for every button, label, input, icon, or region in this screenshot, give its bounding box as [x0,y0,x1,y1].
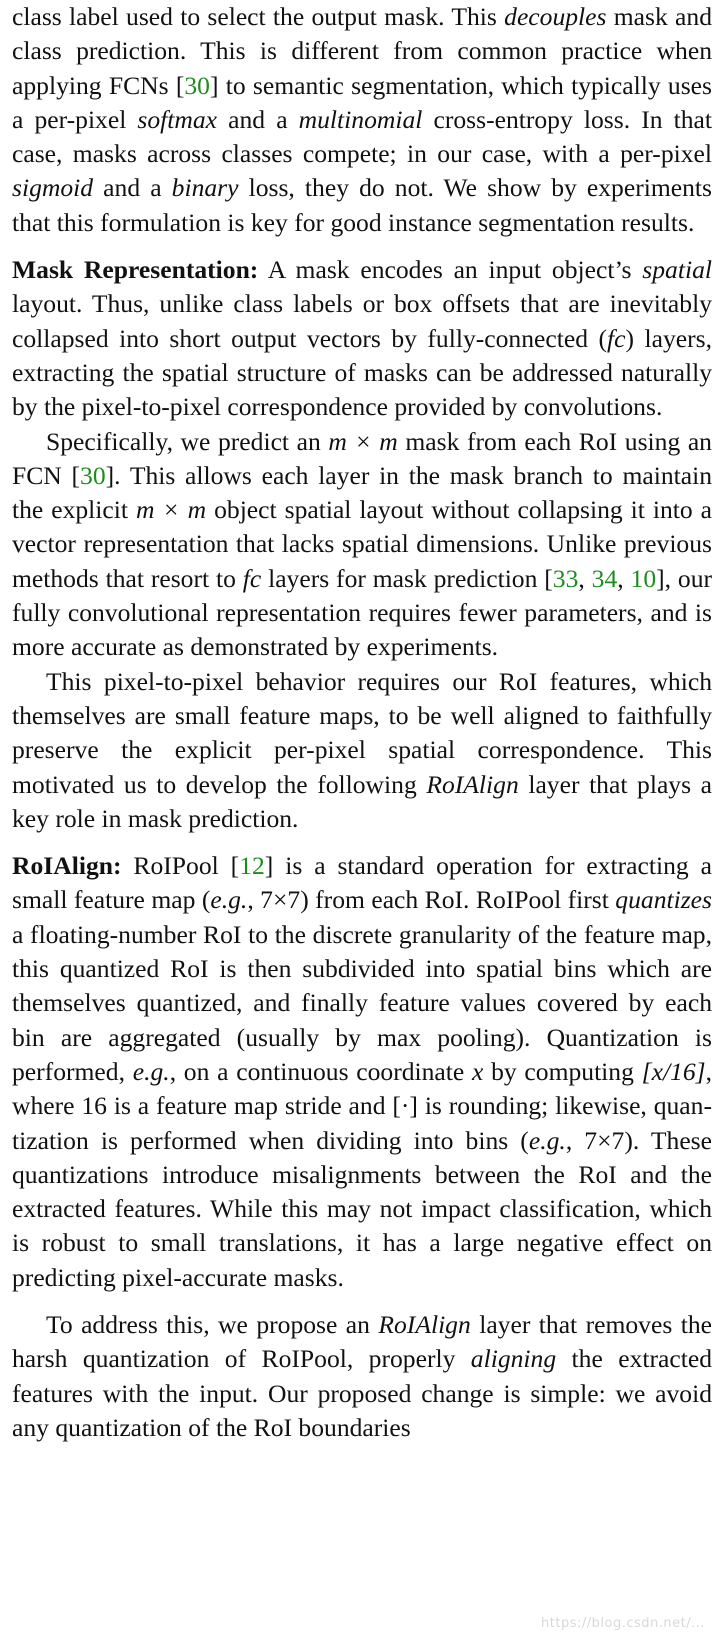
text-run: , 7×7) from each RoI. RoIPool first [247,885,616,915]
emphasis-text: fc [607,323,626,353]
text-run: A mask encodes an input object’s [258,255,643,285]
roialign-paragraph [12,849,712,1295]
math-expression: [·] [392,1091,418,1121]
emphasis-text: fc [242,563,262,593]
text-run: and a [217,104,299,134]
text-run: To address this, we propose an [46,1309,379,1339]
emphasis-text: e.g. [132,1056,170,1086]
text-run: layer that removes the harsh quantization of RoIPool, properly [12,1309,712,1374]
citation-link[interactable]: 10 [630,563,657,593]
emphasis-text: spatial [642,255,712,285]
emphasis-text: binary [171,173,239,203]
emphasis-text: e.g. [210,885,248,915]
text-run: the extracted features with the input. Our proposed change is simple: we avoid any quantization of the RoI boundaries [12,1344,713,1442]
emphasis-text: RoIAlign [426,769,519,799]
text-run: layer that plays a key role in mask prediction. [12,769,712,833]
text-run: This pixel-to-pixel behavior requires our RoI features, which themselves are small feature maps, to be well aligned to faithfully preserve the explicit per-pixel spatial correspondence. This motivated us to develop the following [12,666,712,799]
intro-paragraph [12,0,712,240]
math-expression: m × m [135,495,207,525]
text-run: RoIPool [ [121,851,240,881]
specifically-paragraph [12,425,712,665]
pixel-to-pixel-paragraph [12,665,712,836]
text-run: object spatial layout without collapsing it into a vector representation that lacks spatial dimensions. Unlike previous methods that resort to [12,495,712,593]
math-expression: m × m [328,426,398,456]
emphasis-text: RoIAlign [378,1309,471,1339]
text-run: ] is a standard operation for extracting a small feature map ( [12,851,712,915]
text-run: class label used to select the output mask. This [12,2,505,31]
citation-link[interactable]: 12 [239,851,265,881]
text-run: and a [93,173,172,203]
citation-link[interactable]: 30 [184,70,210,100]
text-run: by computing [483,1056,642,1086]
citation-link[interactable]: 34 [591,563,618,593]
mask-representation-paragraph [12,253,712,424]
math-expression: [x/16] [641,1056,706,1086]
text-run: mask from each RoI using an FCN [ [12,426,712,490]
emphasis-text: e.g. [528,1125,566,1155]
text-run: Specifically, we predict an [46,426,329,456]
emphasis-text: sigmoid [12,173,94,203]
text-run: ], our fully convolutional representation requires fewer parameters, and is more accurate as demonstrated by experiments. [12,563,713,662]
text-run: cross-entropy loss. In that case, masks across classes compete; in our case, with a per-pixel [12,104,712,169]
text-run: is rounding; likewise, quantization is performed when dividing into bins ( [12,1091,712,1155]
citation-link[interactable]: 33 [552,563,579,593]
emphasis-text: softmax [137,104,218,134]
text-run: mask and class prediction. This is different from common practice when applying FCNs [ [12,2,713,100]
text-run: , 7×7). These quantizations introduce misalignments between the RoI and the extracted features. While this may not impact classification, which is robust to small translations, it has a large negative effect on predicting pixel-accurate masks. [12,1125,712,1292]
emphasis-text: aligning [470,1344,557,1374]
emphasis-text: decouples [504,2,607,31]
text-run: ]. This allows each layer in the mask branch to maintain the explicit [12,460,712,525]
section-heading: Mask Representation: [12,255,259,285]
text-run: layers for mask prediction [ [261,563,553,593]
separator: , [617,563,631,593]
math-variable: x [472,1056,484,1086]
paper-page [12,0,712,1445]
text-run: layout. Thus, unlike class labels or box offsets that are inevitably collapsed into short output vectors by fully-connected ( [12,289,712,353]
emphasis-text: multinomial [298,104,423,134]
text-run: ] to semantic segmentation, which typically uses a per-pixel [12,70,712,134]
text-run: loss, they do not. We show by experiments that this formulation is key for good instance segmentation results. [12,173,712,237]
text-run: ) layers, extracting the spatial structure of masks can be addressed naturally by the pixel-to-pixel correspondence provided by convolutions. [12,323,712,422]
emphasis-text: quantizes [615,885,712,915]
separator: , [578,563,592,593]
section-heading: RoIAlign: [12,851,122,881]
watermark: https://blog.csdn.net/... [541,1616,705,1631]
text-run: , on a continuous coordinate [169,1056,472,1086]
address-paragraph [12,1308,712,1445]
text-run: , where 16 is a feature map stride and [12,1056,713,1121]
text-run: a floating-number RoI to the discrete granularity of the feature map, this quantized RoI is then subdivided into spatial bins which are themselves quantized, and finally feature values covered by each bin are aggregated (usually by max pooling). Quantization is performed, [12,919,712,1086]
citation-link[interactable]: 30 [80,460,106,490]
